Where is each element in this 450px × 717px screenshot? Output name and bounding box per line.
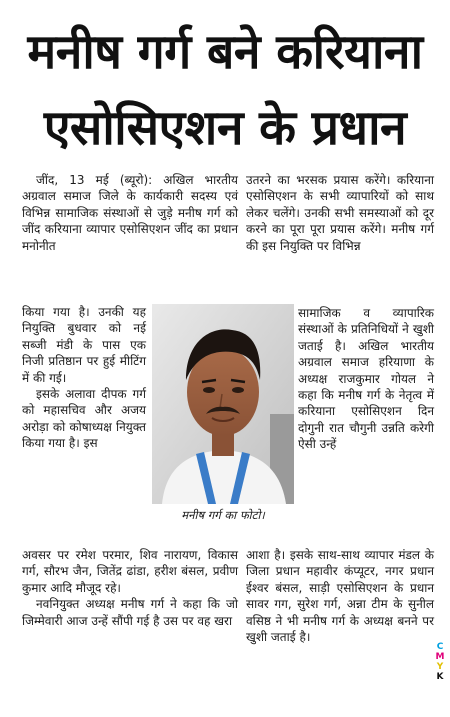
paragraph-congratulations: सामाजिक व व्यापारिक संस्थाओं के प्रतिनिधियों ने खुशी जताई है। अखिल भारतीय अग्रवाल समाज हरियाणा के अध्यक्ष राजकुमार गोयल ने कहा कि मनीष गर्ग के नेतृत्व में करियाना एसोसिएशन दिन दोगुनी रात चौगुनी उन्नति करेगी ऐसी उन्हें [298,306,434,452]
paragraph-closing: आशा है। इसके साथ-साथ व्यापार मंडल के जिला प्रधान महावीर कंप्यूटर, नगर प्रधान ईश्वर बंसल, साड़ी एसोसिएशन के प्रधान सावर गग, सुरेश गर्ग, अन्ना टीम के सुनील वसिष्ठ ने भी मनीष गर्ग के अध्यक्ष बनने पर खुशी जताई है। [246,548,434,645]
left-column-top [22,172,238,254]
left-column-middle [22,304,146,452]
portrait-image [152,304,294,504]
portrait-photo [152,304,294,504]
cmyk-y: Y [436,662,444,672]
cmyk-k: K [436,672,444,682]
left-column-bottom [22,547,238,629]
cmyk-print-mark [434,642,446,682]
headline-line-2: एसोसिएशन के प्रधान [43,100,407,156]
photo-caption: मनीष गर्ग का फोटो। [181,508,265,522]
paragraph-president-quote: नवनियुक्त अध्यक्ष मनीष गर्ग ने कहा कि जो जिम्मेवारी आज उन्हें सौंपी गई है उस पर वह खरा [22,597,238,628]
paragraph-attendees: अवसर पर रमेश परमार, शिव नारायण, विकास गर्ग, सौरभ जैन, जितेंद्र ढांडा, हरीश बंसल, प्रवीण कुमार आदि मौजूद रहे। [22,548,238,595]
paragraph-officers: इसके अलावा दीपक गर्ग को महासचिव और अजय अरोड़ा को कोषाध्यक्ष नियुक्त किया गया है। इस [22,387,146,451]
headline-line-1: मनीष गर्ग बने करियाना [27,24,423,80]
cmyk-m: M [435,652,445,662]
right-column-middle [298,305,434,453]
paragraph-continuation: उतरने का भरसक प्रयास करेंगे। करियाना एसोसिएशन के सभी व्यापारियों को साथ लेकर चलेंगे। उनकी सभी समस्याओं को दूर करने का पूरा पूरा प्रयास करेंगे। मनीष गर्ग की इस नियुक्ति पर विभिन्न [246,173,434,253]
cmyk-c: C [436,642,444,652]
paragraph-dateline: जींद, 13 मई (ब्यूरो): अखिल भारतीय अग्रवाल समाज जिले के कार्यकारी सदस्य एवं विभिन्न सामाजिक संस्थाओं से जुड़े मनीष गर्ग को जींद करियाना व्यापार एसोसिएशन जींद का प्रधान मनोनीत [22,173,238,253]
right-column-bottom [246,547,434,645]
paragraph-appointment: किया गया है। उनकी यह नियुक्ति बुधवार को नई सब्जी मंडी के पास एक निजी प्रतिष्ठान पर हुई मीटिंग में की गई। [22,305,146,385]
right-column-top [246,172,434,254]
